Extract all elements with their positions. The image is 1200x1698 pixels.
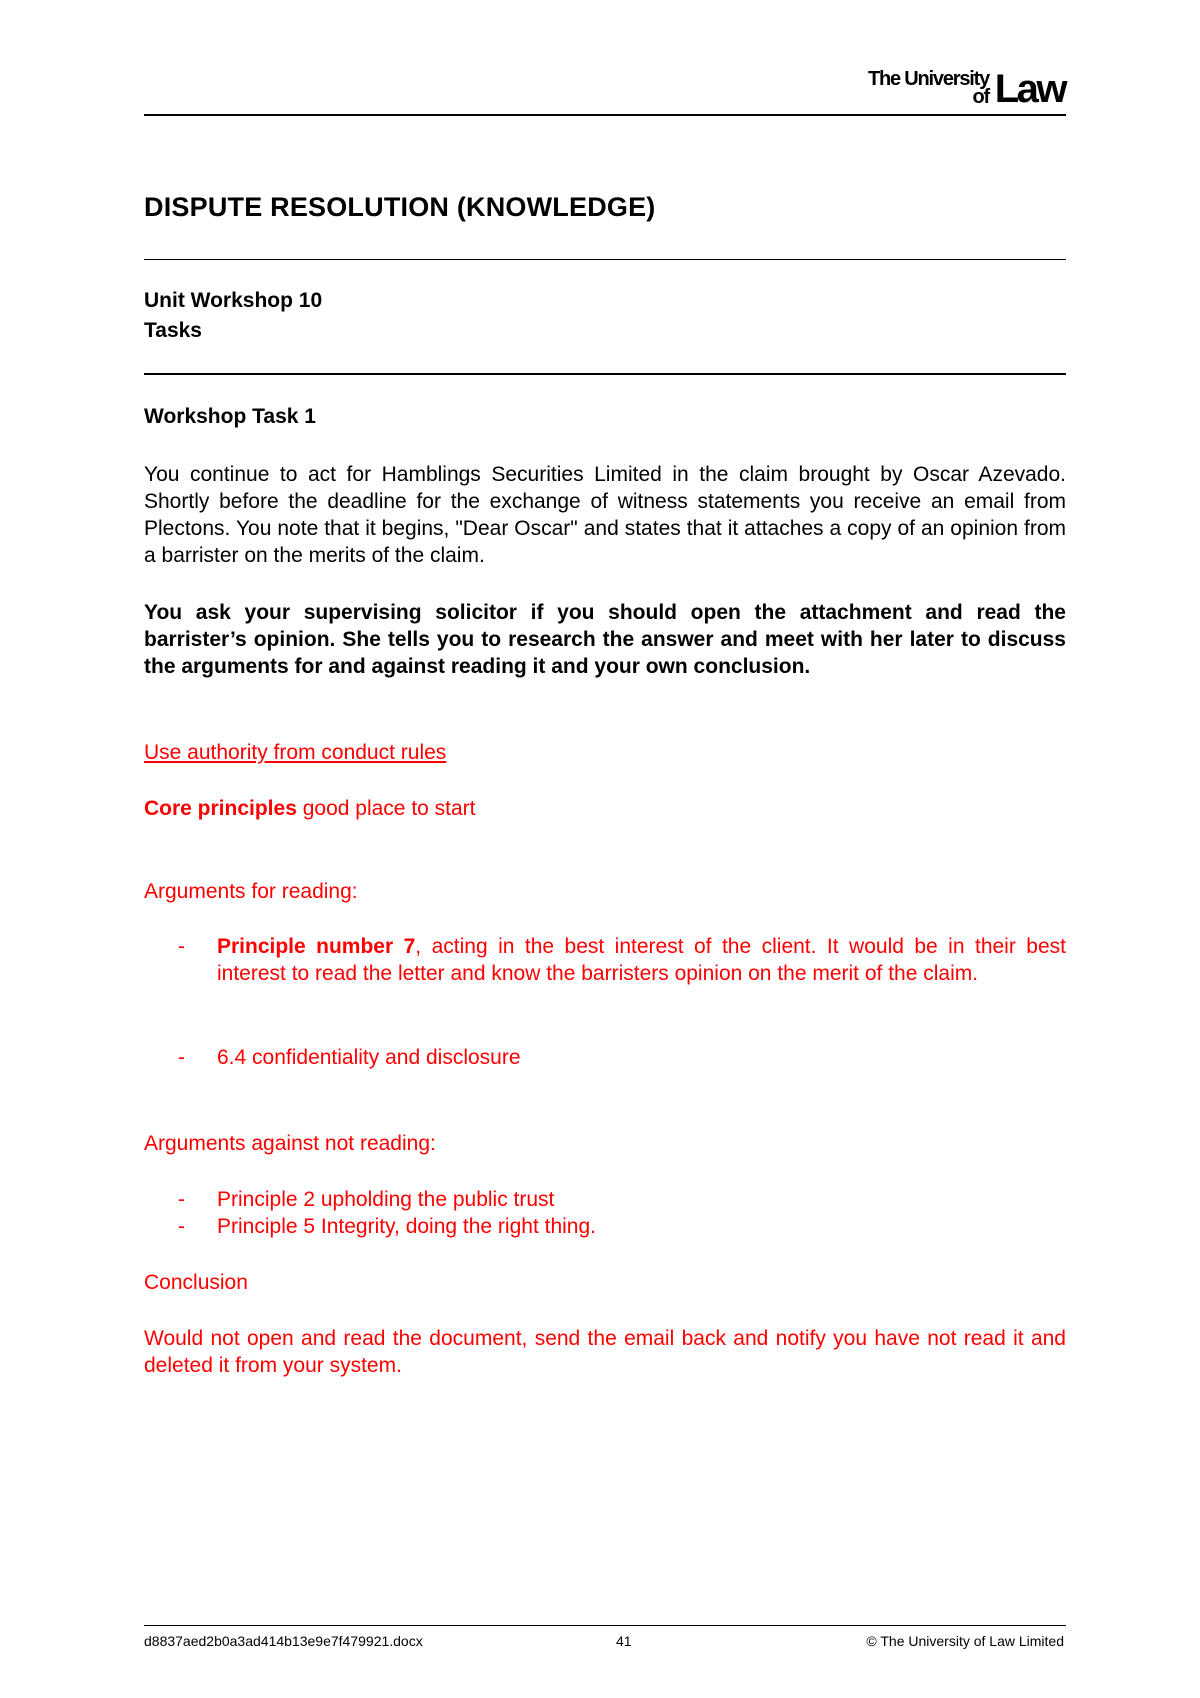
unit-label: Unit Workshop 10 xyxy=(144,289,323,312)
university-logo: The University of Law xyxy=(867,67,1065,111)
footer-copyright: © The University of Law Limited xyxy=(866,1633,1064,1649)
list-item xyxy=(144,1213,1066,1240)
instruction-paragraph: You ask your supervising solicitor if you should open the attachment and read the barrister’s opinion. She tells you to research the answer and meet with her later to discuss the arguments for and against reading it and your own conclusion. xyxy=(144,601,1066,678)
scenario-paragraph: You continue to act for Hamblings Securities Limited in the claim brought by Oscar Azevado. Shortly before the deadline for the exchange of witness statements you receive an email from Plectons. You note that it begins, "Dear Oscar" and states that it attaches a copy of an opinion from a barrister on the merits of the claim. xyxy=(144,463,1066,567)
list-item-text: Principle 2 upholding the public trust xyxy=(217,1188,555,1211)
list-item-text: Principle 5 Integrity, doing the right thing. xyxy=(217,1215,596,1238)
list-item xyxy=(144,1186,1066,1213)
against-heading: Arguments against not reading: xyxy=(144,1132,436,1155)
conclusion-heading: Conclusion xyxy=(144,1271,248,1294)
section-rule xyxy=(144,373,1066,375)
conclusion-paragraph: Would not open and read the document, send the email back and notify you have not read it and deleted it from your system. xyxy=(144,1327,1066,1377)
title-rule xyxy=(144,259,1066,260)
core-principles-bold: Core principles xyxy=(144,797,297,820)
footer-rule xyxy=(144,1625,1066,1626)
task-heading: Workshop Task 1 xyxy=(144,405,316,428)
core-principles-rest: good place to start xyxy=(296,797,476,820)
header-rule xyxy=(144,114,1066,116)
list-item-text: 6.4 confidentiality and disclosure xyxy=(217,1046,521,1069)
list-item-text: Principle number 7, acting in the best interest of the client. It would be in their best interest to read the letter and know the barristers opinion on the merit of the claim. xyxy=(217,935,1066,985)
core-principles-line xyxy=(144,795,1066,822)
list-item xyxy=(144,1044,1066,1071)
bullet-dash: - xyxy=(178,1215,185,1238)
footer-filename: d8837aed2b0a3ad414b13e9e7f479921.docx xyxy=(144,1633,423,1649)
bullet-dash: - xyxy=(178,935,185,958)
document-title: DISPUTE RESOLUTION (KNOWLEDGE) xyxy=(144,192,656,222)
footer-page-number: 41 xyxy=(616,1633,632,1649)
bullet-dash: - xyxy=(178,1188,185,1211)
authority-link[interactable]: Use authority from conduct rules xyxy=(144,741,447,764)
for-heading: Arguments for reading: xyxy=(144,880,358,903)
list-item xyxy=(144,933,1066,987)
bullet-dash: - xyxy=(178,1046,185,1069)
tasks-label: Tasks xyxy=(144,319,202,342)
